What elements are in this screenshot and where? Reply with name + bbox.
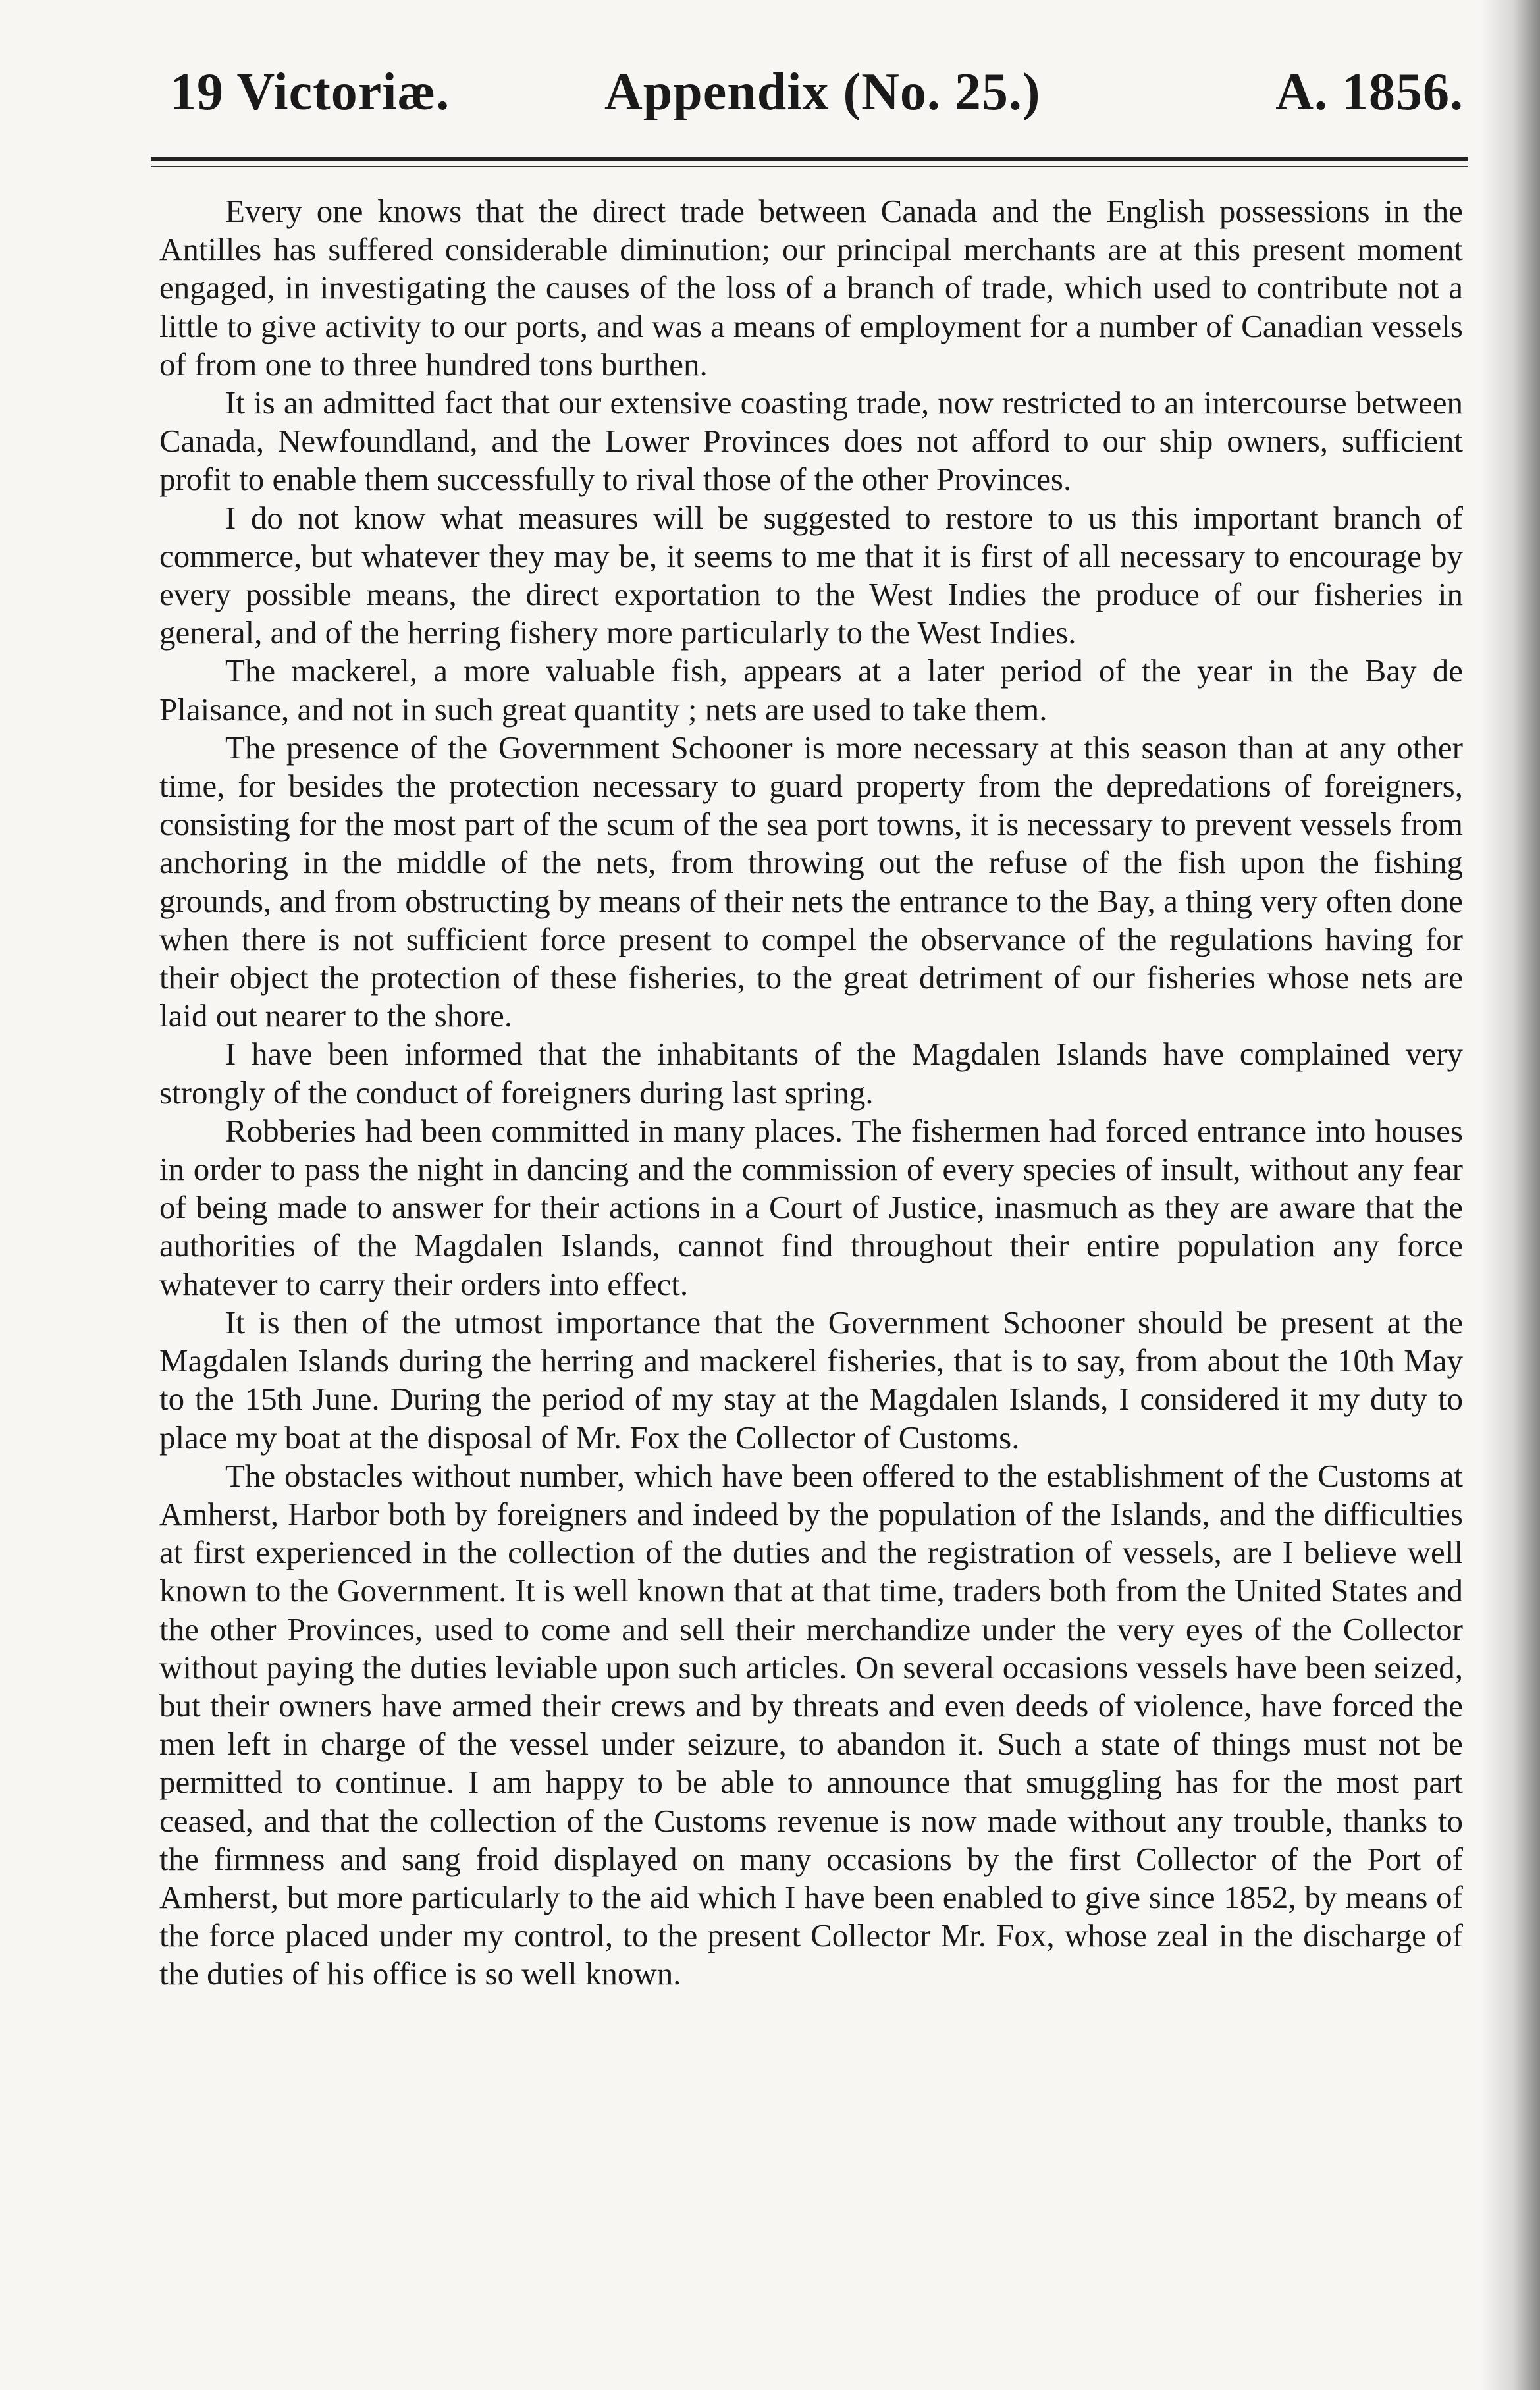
paragraph: The mackerel, a more valuable fish, appears at a later period of the year in the Bay de Plaisance, and not in such great quantity ; nets are used to take them. — [159, 652, 1463, 728]
header-rule-thick — [151, 157, 1468, 161]
header-session: 19 Victoriæ. — [170, 63, 450, 121]
running-header — [170, 63, 1464, 128]
header-appendix: Appendix (No. 25.) — [604, 63, 1041, 121]
header-rule-thin — [151, 166, 1468, 167]
body-text — [159, 192, 1463, 1994]
header-year: A. 1856. — [1275, 63, 1464, 121]
paragraph: It is then of the utmost importance that the Government Schooner should be present at the Magdalen Islands during the herring and mackerel fisheries, that is to say, from about the 10th May to the 15th June. During the period of my stay at the Magdalen Islands, I considered it my duty to place my boat at the disposal of Mr. Fox the Collector of Customs. — [159, 1304, 1463, 1456]
paragraph: The obstacles without number, which have been offered to the establishment of the Customs at Amherst, Harbor both by foreigners and indeed by the population of the Islands, and the difficulties at first experienced in the collection of the duties and the registration of vessels, are I believe well known to the Government. It is well known that at that time, traders both from the United States and the other Provinces, used to come and sell their merchandize under the very eyes of the Collector without paying the duties leviable upon such articles. On several occasions vessels have been seized, but their owners have armed their crews and by threats and even deeds of violence, have forced the men left in charge of the vessel under seizure, to abandon it. Such a state of things must not be permitted to continue. I am happy to be able to announce that smuggling has for the most part ceased, and that the collection of the Customs revenue is now made without any trouble, thanks to the firmness and sang froid displayed on many occasions by the first Collector of the Port of Amherst, but more particularly to the aid which I have been enabled to give since 1852, by means of the force placed under my control, to the present Collector Mr. Fox, whose zeal in the discharge of the duties of his office is so well known. — [159, 1457, 1463, 1992]
page-edge-shadow — [1481, 0, 1540, 2390]
paragraph: It is an admitted fact that our extensive coasting trade, now restricted to an intercourse between Canada, Newfoundland, and the Lower Provinces does not afford to our ship owners, sufficient profit to enable them successfully to rival those of the other Provinces. — [159, 385, 1463, 498]
paragraph: Every one knows that the direct trade between Canada and the English possessions in the Antilles has suffered considerable diminution; our principal merchants are at this present moment engaged, in investigating the causes of the loss of a branch of trade, which used to contribute not a little to give activity to our ports, and was a means of employment for a number of Canadian vessels of from one to three hundred tons burthen. — [159, 193, 1463, 383]
paragraph: I have been informed that the inhabitants of the Magdalen Islands have complained very strongly of the conduct of foreigners during last spring. — [159, 1036, 1463, 1111]
paragraph: I do not know what measures will be suggested to restore to us this important branch of commerce, but whatever they may be, it seems to me that it is first of all necessary to encourage by every possible means, the direct exportation to the West Indies the produce of our fisheries in general, and of the herring fishery more particularly to the West Indies. — [159, 499, 1463, 651]
paragraph: Robberies had been committed in many places. The fishermen had forced entrance into houses in order to pass the night in dancing and the commission of every species of insult, without any fear of being made to answer for their actions in a Court of Justice, inasmuch as they are aware that the authorities of the Magdalen Islands, cannot find throughout their entire population any force whatever to carry their orders into effect. — [159, 1112, 1463, 1302]
paragraph: The presence of the Government Schooner is more necessary at this season than at any other time, for besides the protection necessary to guard property from the depredations of foreigners, consisting for the most part of the scum of the sea port towns, it is necessary to prevent vessels from anchoring in the middle of the nets, from throwing out the refuse of the fish upon the fishing grounds, and from obstructing by means of their nets the entrance to the Bay, a thing very often done when there is not sufficient force present to compel the observance of the regulations having for their object the protection of these fisheries, to the great detriment of our fisheries whose nets are laid out nearer to the shore. — [159, 729, 1463, 1034]
